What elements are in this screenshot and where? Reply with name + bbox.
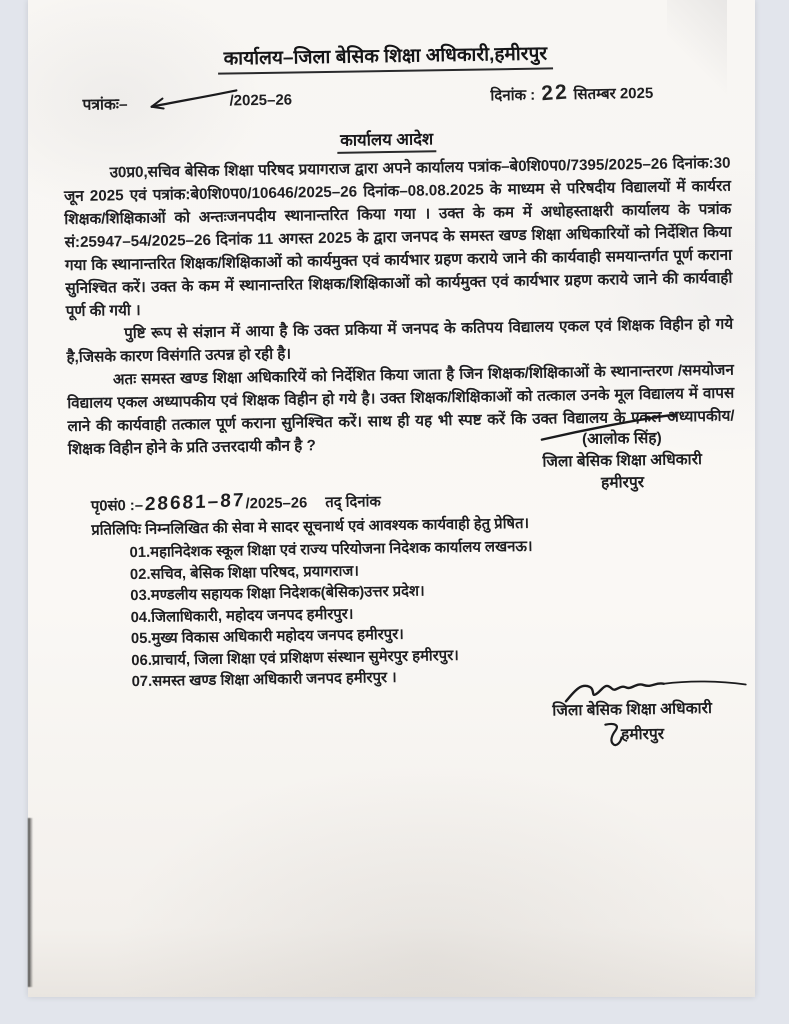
handwritten-signature (560, 672, 750, 705)
paper-sheet (28, 0, 755, 997)
signatory-place: हमीरपुर (600, 474, 645, 492)
recipient-list (129, 534, 722, 694)
endorsement-ref-suffix: /2025–26 (245, 495, 308, 513)
letter-number-label: पत्रांकः– (82, 96, 128, 114)
recipient-item: 02.सचिव, बेसिक शिक्षा परिषद, प्रयागराज। (129, 563, 360, 583)
paragraph-2: पुष्टि रूप से संज्ञान में आया है कि उक्त प्रकिया में जनपद के कतिपय विद्यालय एकल एवं शिक्षक विहीन हो गये है,जिसके कारण विसंगति उत्पन्न हो रही है। (66, 315, 734, 367)
handwritten-curl (601, 721, 623, 747)
endorsement-ref-label: पृ0सं0 :– (90, 497, 144, 515)
date-line (490, 80, 653, 107)
handwritten-date-day: 22 (540, 80, 570, 106)
signatory-place-row (601, 721, 664, 748)
signatory-name: (आलोक सिंह) (581, 429, 662, 449)
paragraph-3: अतः समस्त खण्ड शिक्षा अधिकारियें को निर्देशित किया जाता है जिन शिक्षक/शिक्षिकाओं के स्थानान्तरण /समयोजन विद्यालय एकल अध्यापकीय एवं शिक्षक विहीन हो गये है। उक्त शिक्षक/शिक्षिकाओं को तत्काल उनके मूल विद्यालय में वापस लाने की कार्यवाही तत्काल पूर्ण कराना सुनिश्चित करें। साथ ही यह भी स्पष्ट करें कि उक्त विद्यालय के एकल अध्यापकीय/शिक्षक विहीन होने के प्रति उत्तरदायी कौन है ? (67, 361, 735, 459)
office-header (22, 36, 749, 73)
recipient-item: 03.मण्डलीय सहायक शिक्षा निदेशक(बेसिक)उत्तर प्रदेश। (130, 583, 425, 605)
letter-number-year: /2025–26 (229, 91, 293, 110)
endorsement-ref-tail: तद् दिनांक (325, 494, 381, 512)
scan-edge-shadow (28, 818, 33, 987)
date-label: दिनांक : (490, 86, 536, 105)
paragraph-1: उ0प्र0,सचिव बेसिक शिक्षा परिषद प्रयागराज द्वारा अपने कार्यालय पत्रांक–बे0शि0प0/7395/2025–26 दिनांक:30 जून 2025 एवं पत्रांक:बे0शि0प0/10646/2025–26 दिनांक–08.08.2025 के माध्यम से परिषदीय विद्यालयों में कार्यरत शिक्षक/शिक्षिकाओं को अन्तःजनपदीय स्थानान्तरित किया गया । उक्त के कम में अधोहस्ताक्षरी कार्यालय के पत्रांक सं:25947–54/2025–26 दिनांक 11 अगस्त 2025 के द्वारा जनपद के समस्त खण्ड शिक्षा अधिकारियों को निर्देशित किया गया कि स्थानान्तरित शिक्षक/शिक्षिकाओं को कार्यमुक्त एवं कार्यभार ग्रहण कराये जाने की कार्यवाही समयान्तर्गत पूर्ण कराना सुनिश्चित करें। उक्त के कम में स्थानान्तरित शिक्षक/शिक्षिकाओं को कार्यमुक्त एवं कार्यभार ग्रहण कराये जाने की कार्यवाही पूर्ण की गयी । (63, 154, 733, 321)
handwritten-ref-number: 28681–87 (144, 489, 246, 516)
letter-content (21, 0, 764, 1003)
recipient-item: 01.महानिदेशक स्कूल शिक्षा एवं राज्य परियोजना निदेशक कार्यालय लखनऊ। (129, 538, 533, 562)
signatory-title: जिला बेसिक शिक्षा अधिकारी (542, 451, 703, 471)
order-heading (23, 121, 750, 155)
handwritten-dash-stroke (144, 86, 240, 112)
recipient-item: 05.मुख्य विकास अधिकारी महोदय जनपद हमीरपुर। (130, 626, 404, 648)
recipient-item: 07.समस्त खण्ड शिक्षा अधिकारी जनपद हमीरपुर । (131, 669, 397, 691)
signatory-place-bottom: हमीरपुर (620, 725, 665, 743)
signatory-title-bottom: जिला बेसिक शिक्षा अधिकारी (552, 700, 713, 720)
recipient-item: 04.जिलाधिकारी, महोदय जनपद हमीरपुर। (130, 606, 354, 626)
order-heading-text: कार्यालय आदेश (337, 130, 436, 154)
recipient-item: 06.प्राचार्य, जिला शिक्षा एवं प्रशिक्षण संस्थान सुमेरपुर हमीरपुर। (131, 647, 459, 669)
signature-stroke (534, 413, 684, 441)
date-month-year: सितम्बर 2025 (573, 84, 654, 104)
signature-block-bottom (502, 696, 763, 756)
copy-forward-line: प्रतिलिपिः निम्नलिखित की सेवा मे सादर सूचनार्थ एवं आवश्यक कार्यवाही हेतु प्रेषित। (91, 515, 530, 539)
office-header-text: कार्यालय–जिला बेसिक शिक्षा अधिकारी,हमीरपुर (217, 43, 553, 74)
endorsement-section (91, 485, 723, 694)
